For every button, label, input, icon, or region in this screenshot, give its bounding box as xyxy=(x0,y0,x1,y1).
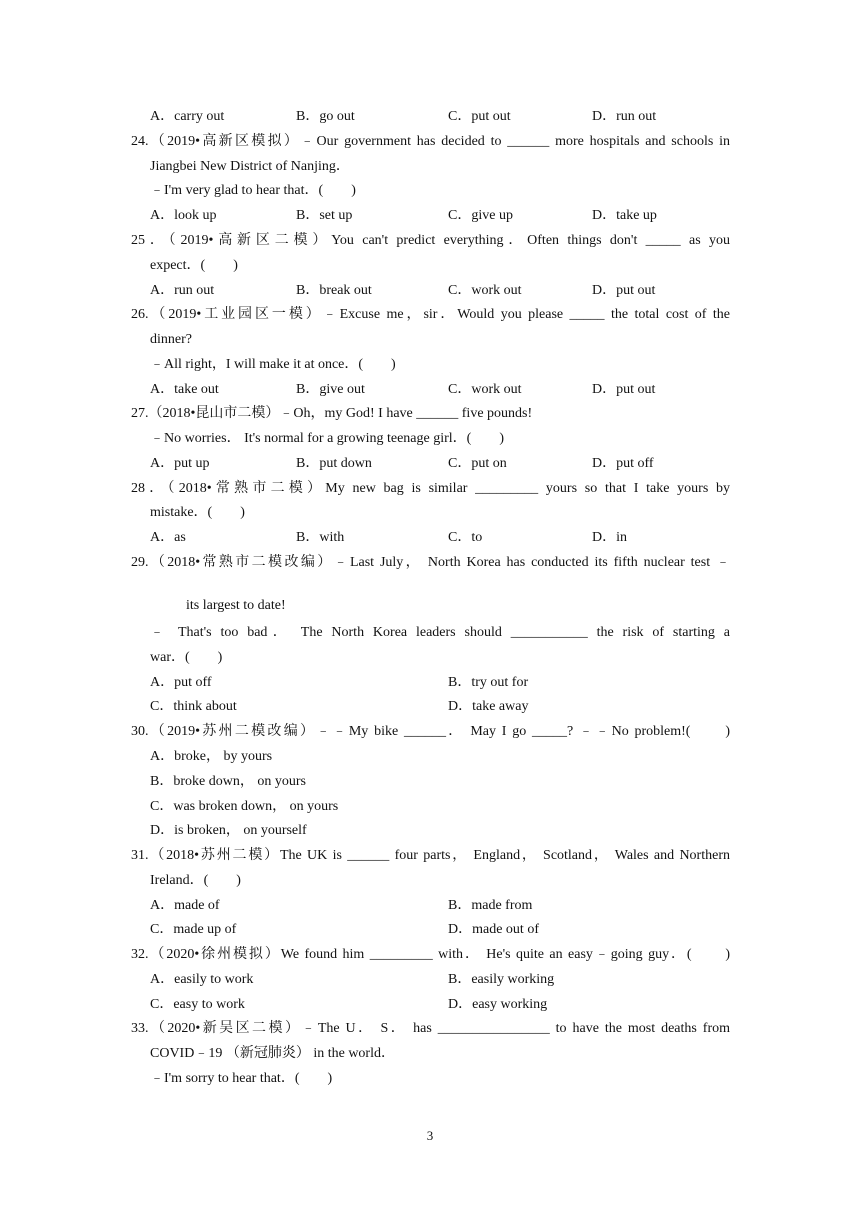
q27-option-b: B．put down xyxy=(296,456,372,471)
q32-stem: 32.（2020•徐州模拟）We found him _________ with． He's quite an easy﹣going guy．( ) xyxy=(131,947,730,962)
q25-option-c: C．work out xyxy=(448,283,522,298)
q25-option-a: A．run out xyxy=(150,283,215,298)
q28-stem: 28．（2018•常熟市二模）My new bag is similar _________ yours so that I take yours by xyxy=(131,481,730,496)
q27-option-c: C．put on xyxy=(448,456,507,471)
q23-option-a: A．carry out xyxy=(150,109,225,124)
q26-reply: ﹣All right，I will make it at once．( ) xyxy=(150,357,396,372)
q28-option-d: D．in xyxy=(592,530,627,545)
q28-option-b: B．with xyxy=(296,530,345,545)
q31-option-a: A．made of xyxy=(150,898,220,913)
q29-reply: ﹣ That's too bad． The North Korea leaders should ___________ the risk of starting a xyxy=(150,625,730,640)
q28-option-c: C．to xyxy=(448,530,483,545)
q27-option-d: D．put off xyxy=(592,456,654,471)
q30-option-d: D．is broken， on yourself xyxy=(150,823,307,838)
q32-option-c: C．easy to work xyxy=(150,997,245,1012)
q25-stem-cont: expect．( ) xyxy=(150,258,238,273)
q30-option-c: C．was broken down， on yours xyxy=(150,799,339,814)
q28-option-a: A．as xyxy=(150,530,186,545)
q29-option-a: A．put off xyxy=(150,675,212,690)
q31-stem-cont: Ireland．( ) xyxy=(150,873,241,888)
q27-stem: 27.（2018•昆山市二模）﹣Oh，my God! I have ______ five pounds! xyxy=(131,406,533,421)
q24-option-d: D．take up xyxy=(592,208,657,223)
q25-stem: 25．（2019•高新区二模）You can't predict everything．Often things don't _____ as you xyxy=(131,233,730,248)
q27-reply: ﹣No worries． It's normal for a growing teenage girl．( ) xyxy=(150,431,504,446)
q31-option-c: C．made up of xyxy=(150,922,237,937)
q32-option-a: A．easily to work xyxy=(150,972,254,987)
q25-option-d: D．put out xyxy=(592,283,656,298)
q23-option-c: C．put out xyxy=(448,109,511,124)
q26-stem: 26.（2019•工业园区一模）﹣Excuse me，sir．Would you please _____ the total cost of the xyxy=(131,307,730,322)
q33-reply: ﹣I'm sorry to hear that．( ) xyxy=(150,1071,333,1086)
q26-option-d: D．put out xyxy=(592,382,656,397)
q31-stem: 31.（2018•苏州二模）The UK is ______ four parts， England， Scotland， Wales and Northern xyxy=(131,848,730,863)
q24-reply: ﹣I'm very glad to hear that．( ) xyxy=(150,183,356,198)
q29-option-b: B．try out for xyxy=(448,675,529,690)
q29-option-c: C．think about xyxy=(150,699,237,714)
q26-option-a: A．take out xyxy=(150,382,219,397)
q32-option-d: D．easy working xyxy=(448,997,548,1012)
page-number: 3 xyxy=(426,1128,434,1143)
q33-stem-cont: COVID﹣19 （新冠肺炎） in the world． xyxy=(150,1046,395,1061)
q33-stem: 33.（2020•新吴区二模）﹣The U． S． has ________________ to have the most deaths from xyxy=(131,1021,730,1036)
q29-option-d: D．take away xyxy=(448,699,529,714)
q28-stem-cont: mistake．( ) xyxy=(150,505,245,520)
q29-stem-cont: its largest to date! xyxy=(186,598,286,613)
q25-option-b: B．break out xyxy=(296,283,372,298)
q32-option-b: B．easily working xyxy=(448,972,555,987)
q24-stem-cont: Jiangbei New District of Nanjing． xyxy=(150,159,350,174)
q30-stem: 30.（2019•苏州二模改编）﹣﹣My bike ______． May I go _____? ﹣﹣No problem!( ) xyxy=(131,724,730,739)
q24-option-a: A．look up xyxy=(150,208,217,223)
q31-option-b: B．made from xyxy=(448,898,533,913)
q24-option-b: B．set up xyxy=(296,208,353,223)
q29-stem: 29.（2018•常熟市二模改编）﹣Last July， North Korea has conducted its fifth nuclear test ﹣ xyxy=(131,555,730,570)
q31-option-d: D．made out of xyxy=(448,922,539,937)
q30-option-a: A．broke， by yours xyxy=(150,749,273,764)
q30-option-b: B．broke down， on yours xyxy=(150,774,306,789)
q24-option-c: C．give up xyxy=(448,208,513,223)
q24-stem: 24.（2019•高新区模拟）﹣Our government has decided to ______ more hospitals and schools in xyxy=(131,134,730,149)
q27-option-a: A．put up xyxy=(150,456,210,471)
q29-reply-cont: war．( ) xyxy=(150,650,223,665)
q26-stem-cont: dinner? xyxy=(150,332,192,347)
q26-option-c: C．work out xyxy=(448,382,522,397)
q23-option-d: D．run out xyxy=(592,109,657,124)
q23-option-b: B．go out xyxy=(296,109,355,124)
q26-option-b: B．give out xyxy=(296,382,365,397)
